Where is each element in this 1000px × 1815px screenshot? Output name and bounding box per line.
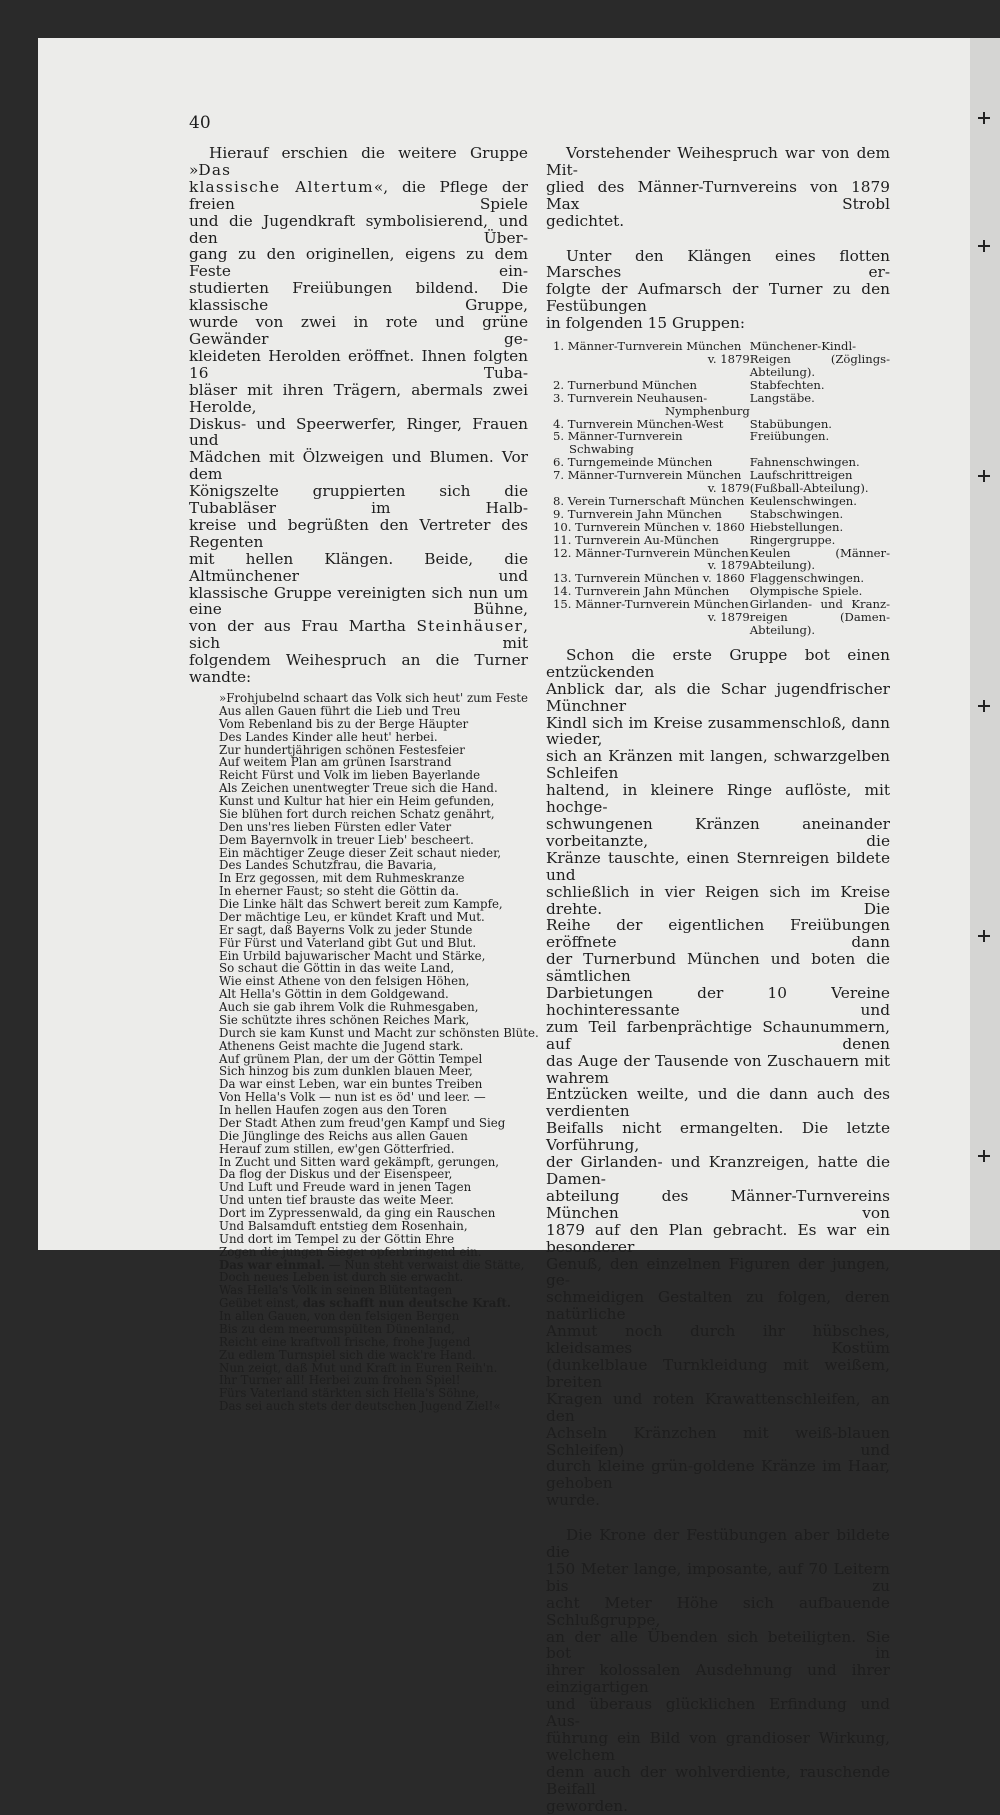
paragraph-line: Beifalls nicht ermangelten. Die letzte Vorführung, xyxy=(546,1119,890,1155)
poem-line: Athenens Geist machte die Jugend stark. xyxy=(219,1038,464,1053)
paragraph-line: an der alle Übenden sich beteiligten. Sie bot in xyxy=(546,1627,890,1663)
poem-line: Von Hella's Volk — nun ist es öd' und leer. — xyxy=(219,1090,486,1105)
binding-mark xyxy=(978,470,990,482)
table-row xyxy=(553,598,890,637)
paragraph-line: und überaus glücklichen Erfindung und Aus- xyxy=(546,1695,890,1731)
paragraph-line: der Turnerbund München und boten die sämtlichen xyxy=(546,950,890,986)
paragraph-line: schwungenen Kränzen aneinander vorbeitanzte, die xyxy=(546,814,890,850)
group-club-detail: v. 1879 xyxy=(707,351,750,366)
poem-line: Als Zeichen unentwegter Treue sich die Hand. xyxy=(219,781,498,796)
paragraph-weihespruch-author xyxy=(546,145,890,230)
poem-line: Ein Urbild bajuwarischer Macht und Stärke, xyxy=(219,948,486,963)
paragraph-line: (dunkelblaue Turnkleidung mit weißem, breiten xyxy=(546,1355,890,1391)
paragraph-line: wurde von zwei in rote und grüne Gewänder ge- xyxy=(189,313,528,348)
group-exercise: Ringergruppe. xyxy=(749,532,836,547)
paragraph-line: Schon die erste Gruppe bot einen entzückenden xyxy=(546,645,890,681)
poem-line: Zur hundertjährigen schönen Festesfeier xyxy=(219,742,465,757)
paragraph-line: acht Meter Höhe sich aufbauende Schlußgruppe, xyxy=(546,1593,890,1629)
poem-line: Das war einmal. — Nun steht verwaist die Stätte, xyxy=(219,1257,525,1272)
table-row xyxy=(553,547,890,573)
left-column xyxy=(189,144,539,1414)
group-exercise: Keulen (Männer-Abteilung). xyxy=(749,545,890,573)
paragraph-line: studierten Freiübungen bildend. Die klassische Gruppe, xyxy=(189,279,528,315)
paragraph-line: gang zu den originellen, eigens zu dem Feste ein- xyxy=(189,245,528,281)
group-club: 3. Turnverein Neuhausen- Nymphenburg xyxy=(553,390,750,418)
poem-line: So schaut die Göttin in das weite Land, xyxy=(219,961,455,976)
poem-line: Dem Bayernvolk in treuer Lieb' bescheert. xyxy=(219,832,474,847)
poem-line: Reicht eine kraftvoll frische, frohe Jugend xyxy=(219,1334,471,1349)
group-club: 14. Turnverein Jahn München xyxy=(553,584,730,599)
table-row xyxy=(553,430,890,456)
paragraph-line: abteilung des Männer-Turnvereins München von xyxy=(546,1186,890,1222)
poem-line: Wie einst Athene von den felsigen Höhen, xyxy=(219,974,470,989)
paragraph-line: haltend, in kleinere Ringe auflöste, mit hochge- xyxy=(546,781,890,817)
poem-line: Ihr Turner all! Herbei zum frohen Spiel! xyxy=(219,1373,461,1388)
poem-line: Der mächtige Leu, er kündet Kraft und Mut. xyxy=(219,909,485,924)
group-club: 1. Männer-Turnverein München v. 1879 xyxy=(553,339,750,366)
paragraph-line: Kindl sich im Kreise zusammenschloß, dann wieder, xyxy=(546,713,890,749)
paragraph-line: Anmut noch durch ihr hübsches, kleidsames Kostüm xyxy=(546,1322,890,1358)
poem-line: Auf weitem Plan am grünen Isarstrand xyxy=(219,755,452,770)
paragraph-line: geworden. xyxy=(546,1796,629,1815)
poem-line: Was Hella's Volk in seinen Blütentagen xyxy=(219,1283,453,1298)
group-exercise: Girlanden- und Kranz-reigen (Damen-Abteilung). xyxy=(749,597,890,637)
paragraph-line: der Girlanden- und Kranzreigen, hatte die Damen- xyxy=(546,1153,890,1188)
group-club: 10. Turnverein München v. 1860 xyxy=(553,519,745,534)
poem-line: In allen Gauen, von den felsigen Bergen xyxy=(219,1309,460,1323)
paragraph-line: Entzücken weilte, und die dann auch des verdienten xyxy=(546,1085,890,1121)
group-club: 9. Turnverein Jahn München xyxy=(553,506,722,521)
paragraph-line: 1879 auf den Plan gebracht. Es war ein besonderer xyxy=(546,1220,890,1256)
poem-line: Durch sie kam Kunst und Macht zur schönsten Blüte. xyxy=(219,1025,539,1040)
group-club-detail: v. 1879 xyxy=(707,558,750,573)
poem-line: Aus allen Gauen führt die Lieb und Treu xyxy=(219,703,461,718)
paragraph-line: Reihe der eigentlichen Freiübungen eröffnete dann xyxy=(546,916,890,952)
poem-line: Herauf zum stillen, ew'gen Götterfried. xyxy=(219,1141,455,1156)
poem-line: Für Fürst und Vaterland gibt Gut und Blut. xyxy=(219,935,477,950)
paragraph-line: führung ein Bild von grandioser Wirkung, welchem xyxy=(546,1729,890,1764)
paragraph-line: mit hellen Klängen. Beide, die Altmünchener und xyxy=(189,549,528,585)
poem-line: Des Landes Kinder alle heut' herbei. xyxy=(219,729,438,744)
paragraph-line: und die Jugendkraft symbolisierend, und den Über- xyxy=(189,211,528,247)
paragraph-line: schmeidigen Gestalten zu folgen, deren natürliche xyxy=(546,1288,890,1324)
poem-line: Zogen die jungen Sieger opferbringend ein. xyxy=(219,1244,482,1259)
group-exercise: Stabfechten. xyxy=(749,377,825,392)
table-row xyxy=(553,392,890,418)
paragraph-line: klassische Gruppe vereinigten sich nun um eine Bühne, xyxy=(189,583,528,619)
group-club-detail: v. 1879 xyxy=(707,610,750,625)
group-club: 8. Verein Turnerschaft München xyxy=(553,493,745,508)
binding-mark xyxy=(978,240,990,252)
paragraph-line: Genuß, den einzelnen Figuren der jungen, ge- xyxy=(546,1254,890,1290)
groups-table xyxy=(553,340,890,637)
poem-line: Ein mächtiger Zeuge dieser Zeit schaut nieder, xyxy=(219,845,502,860)
poem-line: Alt Hella's Göttin in dem Goldgewand. xyxy=(219,987,449,1002)
poem-line: Nun zeigt, daß Mut und Kraft in Euren Reih'n. xyxy=(219,1360,498,1375)
group-exercise: Fahnenschwingen. xyxy=(749,455,860,470)
paragraph-line: Königszelte gruppierten sich die Tubabläser im Halb- xyxy=(189,482,528,518)
table-row xyxy=(553,469,890,495)
paragraph-line: Vorstehender Weihespruch war von dem Mit- xyxy=(546,144,890,179)
poem-line: Das sei auch stets der deutschen Jugend Ziel!« xyxy=(219,1399,501,1414)
paragraph-line: Die Krone der Festübungen aber bildete die xyxy=(546,1526,890,1562)
group-club-detail: Nymphenburg xyxy=(665,403,750,418)
group-club: 2. Turnerbund München xyxy=(553,377,697,392)
paragraph-line: Darbietungen der 10 Vereine hochinteressante und xyxy=(546,984,890,1019)
table-row xyxy=(553,379,890,392)
poem-line: In eherner Faust; so steht die Göttin da. xyxy=(219,884,459,899)
poem-line: Reicht Fürst und Volk im lieben Bayerlande xyxy=(219,768,481,783)
paragraph-line: denn auch der wohlverdiente, rauschende Beifall xyxy=(546,1762,890,1798)
facing-page-edge xyxy=(970,38,1000,1250)
poem-line: Sich hinzog bis zum dunklen blauen Meer, xyxy=(219,1064,473,1079)
poem-line: Vom Rebenland bis zu der Berge Häupter xyxy=(219,716,469,731)
poem-line: Fürs Vaterland stärkten sich Hella's Söhne, xyxy=(219,1386,480,1401)
binding-mark xyxy=(978,1150,990,1162)
poem-line: Sie schützte ihres schönen Reiches Mark, xyxy=(219,1012,470,1027)
group-club: 7. Männer-Turnverein München v. 1879 xyxy=(553,468,750,496)
group-exercise: Keulenschwingen. xyxy=(749,493,857,508)
group-exercise: Langstäbe. xyxy=(749,390,815,405)
poem-line: Der Stadt Athen zum freud'gen Kampf und Sieg xyxy=(219,1115,506,1130)
poem-line: Die Jünglinge des Reichs aus allen Gauen xyxy=(219,1128,468,1143)
group-club: 4. Turnverein München-West xyxy=(553,416,724,431)
paragraph-line: Kränze tauschte, einen Sternreigen bildete und xyxy=(546,848,890,884)
paragraph-line: klassische Altertum«, die Pflege der freien Spiele xyxy=(189,177,528,213)
poem-line: In Erz gegossen, mit dem Ruhmeskranze xyxy=(219,871,465,886)
group-exercise: Laufschrittreigen (Fußball-Abteilung). xyxy=(749,468,869,496)
paragraph-line: Kragen und roten Krawattenschleifen, an den xyxy=(546,1389,890,1425)
binding-mark xyxy=(978,700,990,712)
paragraph-line: das Auge der Tausende von Zuschauern mit wahrem xyxy=(546,1051,890,1087)
paragraph-first-group xyxy=(546,647,890,1509)
paragraph-line: in folgenden 15 Gruppen: xyxy=(546,314,745,333)
intro-paragraph xyxy=(189,145,528,686)
paragraph-line: ihrer kolossalen Ausdehnung und ihrer einzigartigen xyxy=(546,1661,890,1697)
table-row xyxy=(553,508,890,521)
table-row xyxy=(553,495,890,508)
poem-line: Da flog der Diskus und der Eisenspeer, xyxy=(219,1167,453,1182)
poem-line: Auf grünem Plan, der um der Göttin Tempel xyxy=(219,1051,483,1066)
poem-line: Auch sie gab ihrem Volk die Ruhmesgaben, xyxy=(219,1000,479,1014)
paragraph-line: Diskus- und Speerwerfer, Ringer, Frauen und xyxy=(189,414,528,450)
paragraph-line: glied des Männer-Turnvereins von 1879 Max Strobl xyxy=(546,177,890,213)
paragraph-line: zum Teil farbenprächtige Schaunummern, auf denen xyxy=(546,1017,890,1053)
paragraph-line: Anblick dar, als die Schar jugendfrischer Münchner xyxy=(546,679,890,715)
paragraph-line: durch kleine grün-goldene Kränze im Haar, gehoben xyxy=(546,1457,890,1493)
poem-line: Die Linke hält das Schwert bereit zum Kampfe, xyxy=(219,897,503,911)
group-exercise: Hiebstellungen. xyxy=(749,519,844,534)
group-exercise: Freiübungen. xyxy=(749,429,830,444)
poem-line: »Frohjubelnd schaart das Volk sich heut' zum Feste xyxy=(219,691,528,705)
poem-line: Geübet einst, das schafft nun deutsche Kraft. xyxy=(219,1296,511,1311)
poem-line: Dort im Zypressenwald, da ging ein Rauschen xyxy=(219,1206,496,1220)
group-exercise: Stabschwingen. xyxy=(749,506,844,521)
poem-line: Kunst und Kultur hat hier ein Heim gefunden, xyxy=(219,794,495,808)
group-club: 5. Männer-Turnverein Schwabing xyxy=(553,429,683,457)
paragraph-line: folgendem Weihespruch an die Turner wandte: xyxy=(189,651,528,687)
paragraph-line: Mädchen mit Ölzweigen und Blumen. Vor dem xyxy=(189,448,528,484)
group-club: 11. Turnverein Au-München xyxy=(553,532,719,547)
paragraph-line: Hierauf erschien die weitere Gruppe »Das xyxy=(189,144,528,179)
paragraph-line: Unter den Klängen eines flotten Marsches er- xyxy=(546,246,890,282)
poem-line: Bis zu dem meerumspülten Dünenland, xyxy=(219,1321,455,1336)
paragraph-aufmarsch xyxy=(546,248,890,333)
group-club-detail: v. 1879 xyxy=(707,481,750,496)
group-exercise: Münchener-Kindl-Reigen (Zöglings-Abteilung). xyxy=(749,339,890,379)
paragraph-line: schließlich in vier Reigen sich im Kreise drehte. Die xyxy=(546,882,890,918)
poem xyxy=(219,691,539,1414)
poem-line: Sie blühen fort durch reichen Schatz genährt, xyxy=(219,806,495,821)
poem-line: Des Landes Schutzfrau, die Bavaria, xyxy=(219,858,437,873)
group-club: 13. Turnverein München v. 1860 xyxy=(553,571,745,586)
poem-line: Er sagt, daß Bayerns Volk zu jeder Stunde xyxy=(219,922,473,937)
group-club: 12. Männer-Turnverein München v. 1879 xyxy=(553,545,750,573)
poem-line: In Zucht und Sitten ward gekämpft, gerungen, xyxy=(219,1154,500,1169)
paragraph-line: von der aus Frau Martha Steinhäuser, sich mit xyxy=(189,617,528,653)
poem-line: Doch neues Leben ist durch sie erwacht. xyxy=(219,1270,464,1285)
paragraph-line: wurde. xyxy=(546,1491,600,1510)
binding-mark xyxy=(978,930,990,942)
paragraph-final-group xyxy=(546,1527,890,1814)
paragraph-line: sich an Kränzen mit langen, schwarzgelben Schleifen xyxy=(546,747,890,783)
right-column xyxy=(546,145,890,1815)
paragraph-line: gedichtet. xyxy=(546,211,625,230)
poem-line: Und dort im Tempel zu der Göttin Ehre xyxy=(219,1231,454,1246)
poem-line: Und Balsamduft entstieg dem Rosenhain, xyxy=(219,1218,468,1233)
paragraph-line: Achseln Kränzchen mit weiß-blauen Schleifen) und xyxy=(546,1423,890,1459)
paragraph-line: folgte der Aufmarsch der Turner zu den Festübungen xyxy=(546,280,890,316)
poem-line: Den uns'res lieben Fürsten edler Vater xyxy=(219,819,452,834)
page-number: 40 xyxy=(189,113,211,133)
paragraph-line: 150 Meter lange, imposante, auf 70 Leitern bis zu xyxy=(546,1559,890,1595)
poem-line: In hellen Haufen zogen aus den Toren xyxy=(219,1103,447,1117)
group-exercise: Olympische Spiele. xyxy=(749,584,863,599)
group-club: 15. Männer-Turnverein München v. 1879 xyxy=(553,597,750,625)
poem-line: Da war einst Leben, war ein buntes Treiben xyxy=(219,1077,483,1092)
paragraph-line: bläser mit ihren Trägern, abermals zwei Herolde, xyxy=(189,380,528,416)
binding-mark xyxy=(978,112,990,124)
paragraph-line: kreise und begrüßten den Vertreter des Regenten xyxy=(189,515,528,551)
paragraph-line: kleideten Herolden eröffnet. Ihnen folgten 16 Tuba- xyxy=(189,346,528,382)
poem-line: Und Luft und Freude ward in jenen Tagen xyxy=(219,1180,472,1195)
group-exercise: Stabübungen. xyxy=(749,416,832,431)
table-row xyxy=(553,340,890,379)
group-club: 6. Turngemeinde München xyxy=(553,455,713,470)
table-row xyxy=(553,521,890,534)
poem-line: Zu edlem Turnspiel sich die wack're Hand. xyxy=(219,1347,476,1362)
poem-line: Und unten tief brauste das weite Meer. xyxy=(219,1193,454,1208)
group-exercise: Flaggenschwingen. xyxy=(749,571,865,586)
table-row xyxy=(553,534,890,547)
